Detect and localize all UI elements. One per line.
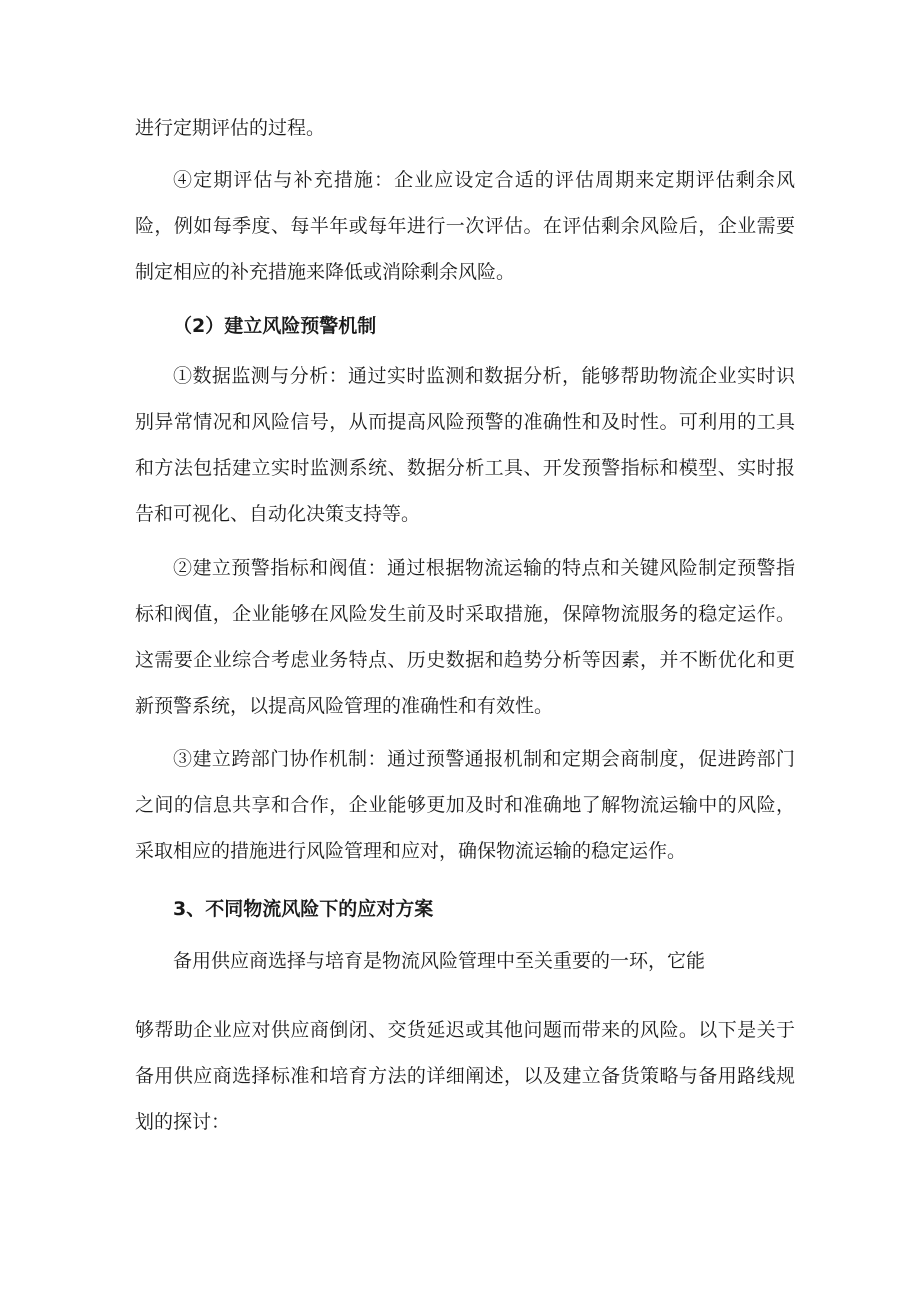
paragraph-cross-department: ③建立跨部门协作机制：通过预警通报机制和定期会商制度，促进跨部门之间的信息共享和合作，企业能够更加及时和准确地了解物流运输中的风险，采取相应的措施进行风险管理和应对，确保物流运输的稳定运作。 (135, 748, 795, 862)
paragraph-data-monitoring: ①数据监测与分析：通过实时监测和数据分析，能够帮助物流企业实时识别异常情况和风险信号，从而提高风险预警的准确性和及时性。可利用的工具和方法包括建立实时监测系统、数据分析工具、开发预警指标和模型、实时报告和可视化、自动化决策支持等。 (135, 365, 795, 525)
paragraph-periodic-assessment: ④定期评估与补充措施：企业应设定合适的评估周期来定期评估剩余风险，例如每季度、每半年或每年进行一次评估。在评估剩余风险后，企业需要制定相应的补充措施来降低或消除剩余风险。 (135, 169, 795, 283)
section-heading-risk-warning: （2）建立风险预警机制 (173, 315, 377, 337)
section-heading-response-plans: 3、不同物流风险下的应对方案 (173, 898, 434, 920)
paragraph-continuation: 进行定期评估的过程。 (135, 117, 326, 139)
paragraph-warning-indicators: ②建立预警指标和阀值：通过根据物流运输的特点和关键风险制定预警指标和阀值，企业能够在风险发生前及时采取措施，保障物流服务的稳定运作。这需要企业综合考虑业务特点、历史数据和趋势分析等因素，并不断优化和更新预警系统，以提高风险管理的准确性和有效性。 (135, 557, 795, 717)
paragraph-backup-supplier-intro: 备用供应商选择与培育是物流风险管理中至关重要的一环，它能 (173, 950, 706, 972)
paragraph-backup-supplier-detail: 够帮助企业应对供应商倒闭、交货延迟或其他问题而带来的风险。以下是关于备用供应商选择标准和培育方法的详细阐述，以及建立备货策略与备用路线规划的探讨： (135, 1019, 795, 1133)
